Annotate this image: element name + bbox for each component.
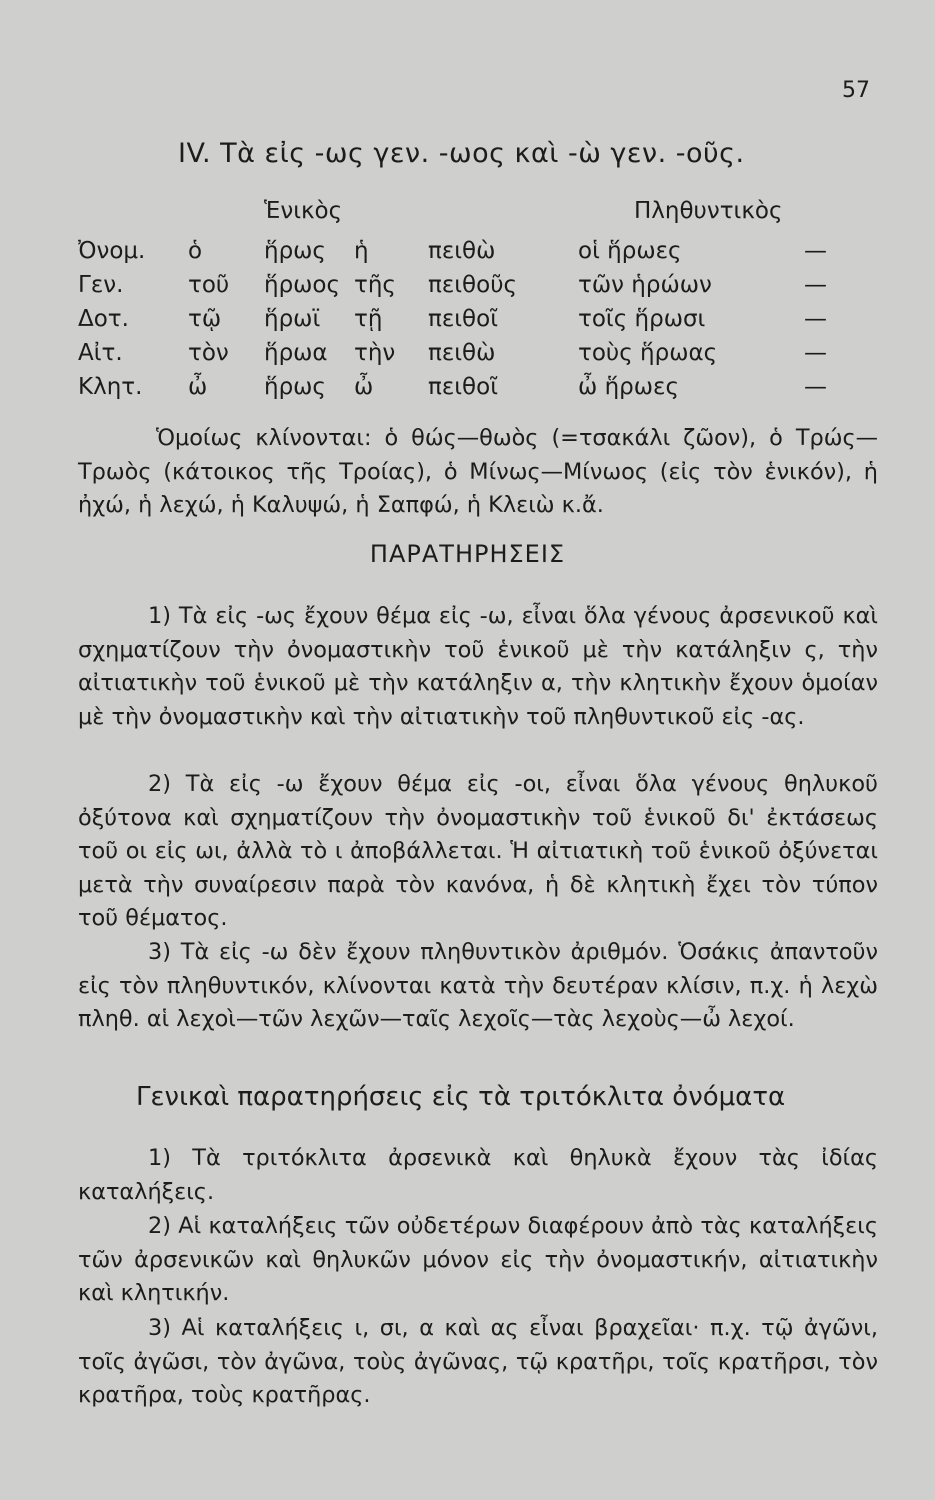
declension-row-nominative bbox=[0, 238, 935, 274]
observation-3: 3) Τὰ εἰς -ω δὲν ἔχουν πληθυντικὸν ἀριθμόν. Ὁσάκις ἀπαντοῦν εἰς τὸν πληθυντικόν, κλίνονται κατὰ τὴν δευτέραν κλίσιν, π.χ. ἡ λεχὼ πληθ. αἱ λεχοὶ—τῶν λεχῶν—ταῖς λεχοῖς—τὰς λεχοὺς—ὦ λεχοί. bbox=[78, 939, 878, 1032]
singular-header: Ἑνικὸς bbox=[264, 198, 343, 224]
article-masculine: τὸν bbox=[188, 340, 229, 366]
noun-peitho: πειθοῖ bbox=[428, 374, 498, 400]
page-number: 57 bbox=[842, 78, 870, 103]
article-masculine: τοῦ bbox=[188, 272, 230, 298]
noun-heros: ἥρως bbox=[264, 374, 326, 400]
general-observation-1: 1) Τὰ τριτόκλιτα ἀρσενικὰ καὶ θηλυκὰ ἔχουν τὰς ἰδίας καταλήξεις. bbox=[78, 1145, 878, 1205]
case-label: Κλητ. bbox=[78, 374, 143, 400]
article-feminine: τῇ bbox=[354, 306, 383, 332]
general-observation-3: 3) Αἱ καταλήξεις ι, σι, α καὶ ας εἶναι βραχεῖαι· π.χ. τῷ ἀγῶνι, τοῖς ἀγῶσι, τὸν ἀγῶνα, τοὺς ἀγῶνας, τῷ κρατῆρι, τοῖς κρατῆρσι, τὸν κρατῆρα, τοὺς κρατῆρας. bbox=[78, 1315, 878, 1408]
plural-dash: — bbox=[804, 272, 827, 298]
noun-peitho: πειθοῦς bbox=[428, 272, 518, 298]
noun-peitho: πειθοῖ bbox=[428, 306, 498, 332]
plural-form: ὦ ἥρωες bbox=[578, 374, 679, 400]
article-masculine: ὦ bbox=[188, 374, 208, 400]
declension-row-accusative bbox=[0, 340, 935, 376]
general-observation-2: 2) Αἱ καταλήξεις τῶν οὐδετέρων διαφέρουν ἀπὸ τὰς καταλήξεις τῶν ἀρσενικῶν καὶ θηλυκῶν μόνον εἰς τὴν ὀνομαστικήν, αἰτιατικὴν καὶ κλητικήν. bbox=[78, 1213, 878, 1306]
article-masculine: ὁ bbox=[188, 238, 203, 264]
plural-dash: — bbox=[804, 374, 827, 400]
noun-heros: ἥρωος bbox=[264, 272, 341, 298]
plural-form: τοὺς ἥρωας bbox=[578, 340, 718, 366]
article-feminine: ὦ bbox=[354, 374, 374, 400]
declension-row-vocative bbox=[0, 374, 935, 410]
case-label: Ὀνομ. bbox=[78, 238, 146, 264]
article-feminine: ἡ bbox=[354, 238, 369, 264]
declension-row-genitive bbox=[0, 272, 935, 308]
section-title: IV. Τὰ εἰς -ως γεν. -ωος καὶ -ὼ γεν. -οῦς. bbox=[178, 138, 745, 169]
plural-dash: — bbox=[804, 340, 827, 366]
case-label: Αἰτ. bbox=[78, 340, 123, 366]
noun-peitho: πειθὼ bbox=[428, 238, 496, 264]
plural-form: οἱ ἥρωες bbox=[578, 238, 682, 264]
noun-heros: ἥρως bbox=[264, 238, 326, 264]
plural-form: τῶν ἡρώων bbox=[578, 272, 712, 298]
general-observations-title: Γενικαὶ παρατηρήσεις εἰς τὰ τριτόκλιτα ὀνόματα bbox=[136, 1082, 786, 1112]
article-masculine: τῷ bbox=[188, 306, 222, 332]
declension-row-dative bbox=[0, 306, 935, 342]
noun-heros: ἥρωϊ bbox=[264, 306, 321, 332]
observation-1: 1) Τὰ εἰς -ως ἔχουν θέμα εἰς -ω, εἶναι ὅλα γένους ἀρσενικοῦ καὶ σχηματίζουν τὴν ὀνομαστικὴν τοῦ ἑνικοῦ μὲ τὴν κατάληξιν ς, τὴν αἰτιατικὴν τοῦ ἑνικοῦ μὲ τὴν κατάληξιν α, τὴν κλητικὴν ἔχουν ὁμοίαν μὲ τὴν ὀνομαστικὴν καὶ τὴν αἰτιατικὴν τοῦ πληθυντικοῦ εἰς -ας. bbox=[78, 603, 878, 730]
case-label: Γεν. bbox=[78, 272, 124, 298]
plural-header: Πληθυντικὸς bbox=[634, 198, 783, 224]
observation-2: 2) Τὰ εἰς -ω ἔχουν θέμα εἰς -οι, εἶναι ὅλα γένους θηλυκοῦ ὀξύτονα καὶ σχηματίζουν τὴν ὀνομαστικὴν τοῦ ἑνικοῦ δι' ἐκτάσεως τοῦ οι εἰς ωι, ἀλλὰ τὸ ι ἀποβάλλεται. Ἡ αἰτιατικὴ τοῦ ἑνικοῦ ὀξύνεται μετὰ τὴν συναίρεσιν παρὰ τὸν κανόνα, ἡ δὲ κλητικὴ ἔχει τὸν τύπον τοῦ θέματος. bbox=[78, 771, 878, 931]
plural-dash: — bbox=[804, 306, 827, 332]
noun-peitho: πειθὼ bbox=[428, 340, 496, 366]
article-feminine: τῆς bbox=[354, 272, 396, 298]
article-feminine: τὴν bbox=[354, 340, 396, 366]
observations-title: ΠΑΡΑΤΗΡΗΣΕΙΣ bbox=[369, 540, 566, 568]
similar-words-paragraph: Ὁμοίως κλίνονται: ὁ θώς—θωὸς (=τσακάλι ζῶον), ὁ Τρώς—Τρωὸς (κάτοικος τῆς Τροίας), ὁ Μίνως—Μίνωος (εἰς τὸν ἑνικόν), ἡ ἠχώ, ἡ λεχώ, ἡ Καλυψώ, ἡ Σαπφώ, ἡ Κλειὼ κ.ἄ. bbox=[78, 425, 878, 518]
case-label: Δοτ. bbox=[78, 306, 129, 332]
noun-heros: ἥρωα bbox=[264, 340, 328, 366]
plural-form: τοῖς ἥρωσι bbox=[578, 306, 706, 332]
plural-dash: — bbox=[804, 238, 827, 264]
